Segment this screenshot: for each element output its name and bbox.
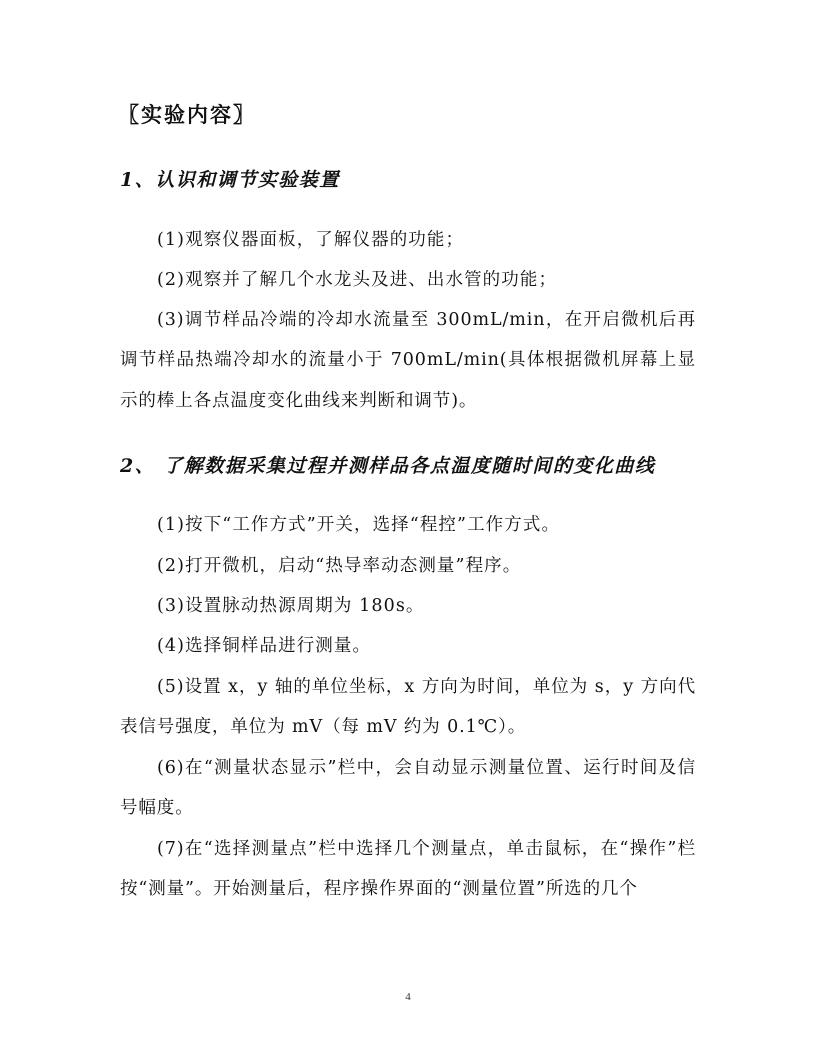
paragraph-1-2: (2)观察并了解几个水龙头及进、出水管的功能； [157, 270, 558, 290]
paragraph-1-3: (3)调节样品冷端的冷却水流量至 300mL/min，在开启微机后再调节样品热端冷却水的流量小于 700mL/min(具体根据微机屏幕上显示的棒上各点温度变化曲线来判断和调节)。 [120, 310, 696, 411]
page-number: 4 [405, 991, 411, 1003]
page-title: 〖实验内容〗 [118, 102, 256, 127]
paragraph-2-1: (1)按下“工作方式”开关，选择“程控”工作方式。 [157, 515, 561, 535]
paragraph-2-5: (5)设置 x，y 轴的单位坐标，x 方向为时间，单位为 s，y 方向代表信号强度，单位为 mV（每 mV 约为 0.1℃）。 [120, 677, 696, 738]
paragraph-2-6: (6)在“测量状态显示”栏中，会自动显示测量位置、运行时间及信号幅度。 [120, 758, 696, 819]
paragraph-2-3: (3)设置脉动热源周期为 180s。 [157, 596, 425, 616]
paragraph-2-4: (4)选择铜样品进行测量。 [157, 636, 372, 656]
paragraph-1-1: (1)观察仪器面板，了解仪器的功能； [157, 230, 465, 250]
section-heading-2: 2、 了解数据采集过程并测样品各点温度随时间的变化曲线 [120, 455, 656, 477]
paragraph-2-2: (2)打开微机，启动“热导率动态测量”程序。 [157, 556, 522, 576]
paragraph-2-7: (7)在“选择测量点”栏中选择几个测量点，单击鼠标，在“操作”栏按“测量”。开始测量后，程序操作界面的“测量位置”所选的几个 [120, 839, 696, 900]
section-heading-1: 1、认识和调节实验装置 [120, 169, 340, 191]
